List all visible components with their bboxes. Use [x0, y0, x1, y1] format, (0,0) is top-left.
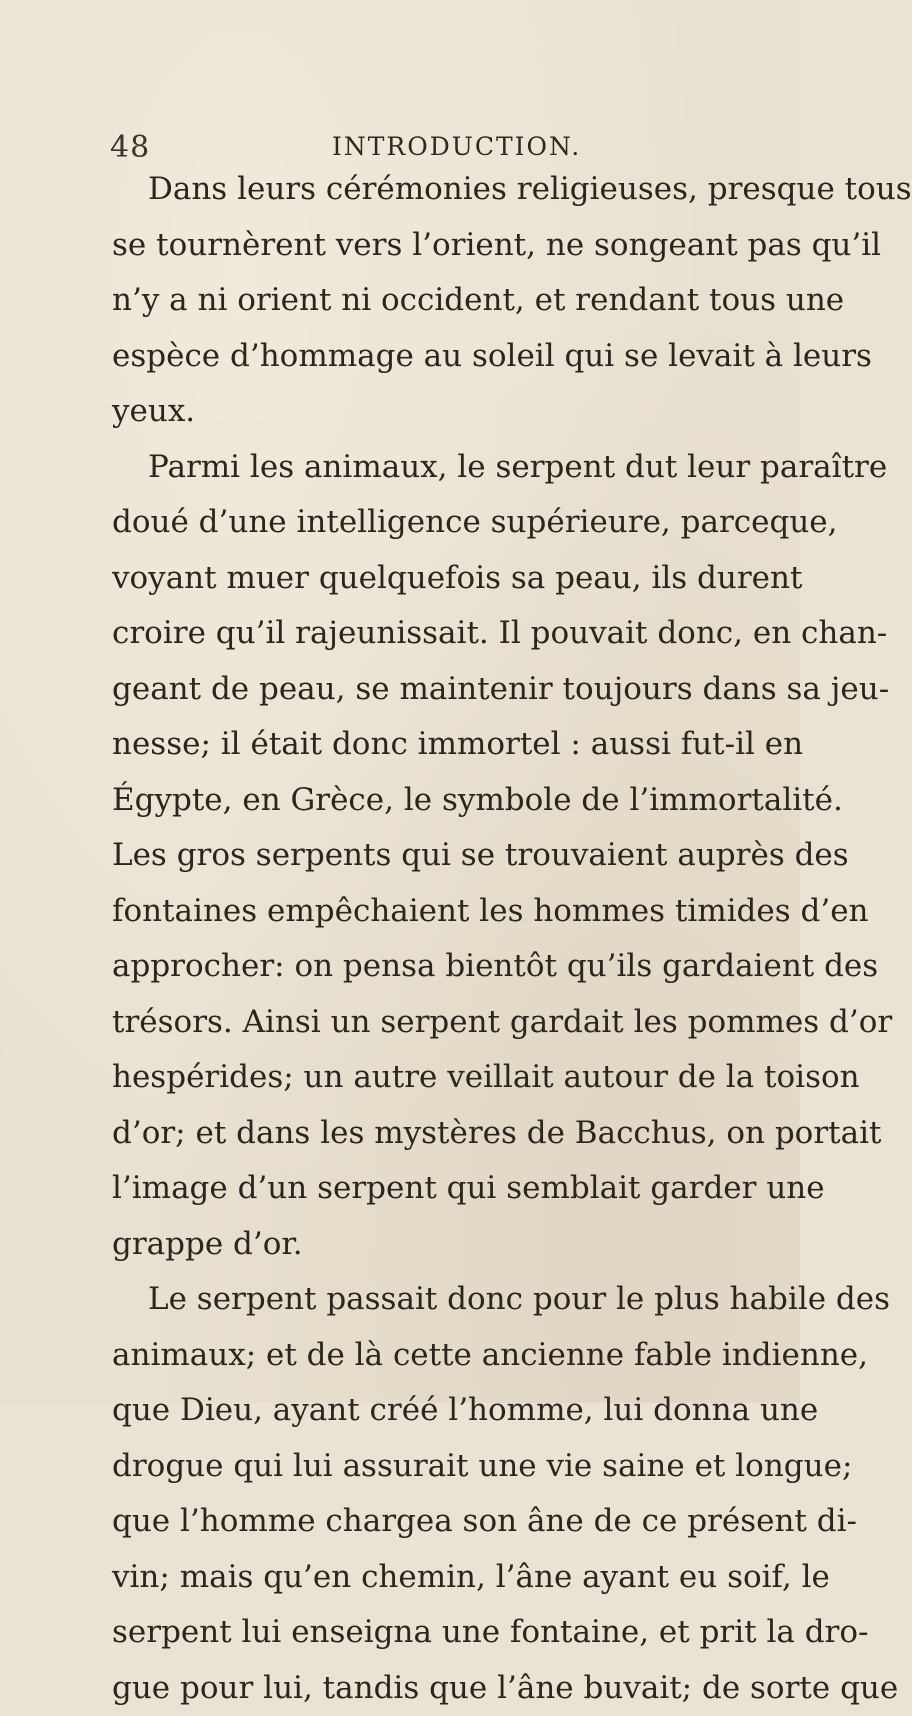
- text-line: que l’homme chargea son âne de ce présent di-: [112, 1494, 788, 1550]
- text-line: vin; mais qu’en chemin, l’âne ayant eu soif, le: [112, 1550, 788, 1606]
- text-line: Le serpent passait donc pour le plus habile des: [112, 1272, 788, 1328]
- text-line: geant de peau, se maintenir toujours dans sa jeu-: [112, 662, 788, 718]
- text-line: l’image d’un serpent qui semblait garder une: [112, 1161, 788, 1217]
- text-line: trésors. Ainsi un serpent gardait les pommes d’or: [112, 995, 788, 1051]
- text-line: n’y a ni orient ni occident, et rendant tous une: [112, 273, 788, 329]
- text-line: gue pour lui, tandis que l’âne buvait; de sorte que: [112, 1661, 788, 1716]
- text-line: hespérides; un autre veillait autour de la toison: [112, 1050, 788, 1106]
- body-text: [112, 162, 788, 1716]
- text-line: serpent lui enseigna une fontaine, et prit la dro-: [112, 1605, 788, 1661]
- text-line: nesse; il était donc immortel : aussi fut-il en: [112, 717, 788, 773]
- text-line: Parmi les animaux, le serpent dut leur paraître: [112, 440, 788, 496]
- text-line: se tournèrent vers l’orient, ne songeant pas qu’il: [112, 218, 788, 274]
- header-title: INTRODUCTION.: [332, 132, 581, 161]
- text-line: espèce d’hommage au soleil qui se levait à leurs: [112, 329, 788, 385]
- text-line: que Dieu, ayant créé l’homme, lui donna une: [112, 1383, 788, 1439]
- text-line: approcher: on pensa bientôt qu’ils gardaient des: [112, 939, 788, 995]
- text-line: croire qu’il rajeunissait. Il pouvait donc, en chan-: [112, 606, 788, 662]
- text-line: Les gros serpents qui se trouvaient auprès des: [112, 828, 788, 884]
- text-line: Égypte, en Grèce, le symbole de l’immortalité.: [112, 773, 788, 829]
- text-line: yeux.: [112, 384, 788, 440]
- text-line: Dans leurs cérémonies religieuses, presque tous: [112, 162, 788, 218]
- text-line: d’or; et dans les mystères de Bacchus, on portait: [112, 1106, 788, 1162]
- page-number: 48: [110, 130, 150, 165]
- text-line: grappe d’or.: [112, 1217, 788, 1273]
- text-line: voyant muer quelquefois sa peau, ils durent: [112, 551, 788, 607]
- text-line: animaux; et de là cette ancienne fable indienne,: [112, 1328, 788, 1384]
- text-line: fontaines empêchaient les hommes timides d’en: [112, 884, 788, 940]
- text-line: doué d’une intelligence supérieure, parceque,: [112, 495, 788, 551]
- text-line: drogue qui lui assurait une vie saine et longue;: [112, 1439, 788, 1495]
